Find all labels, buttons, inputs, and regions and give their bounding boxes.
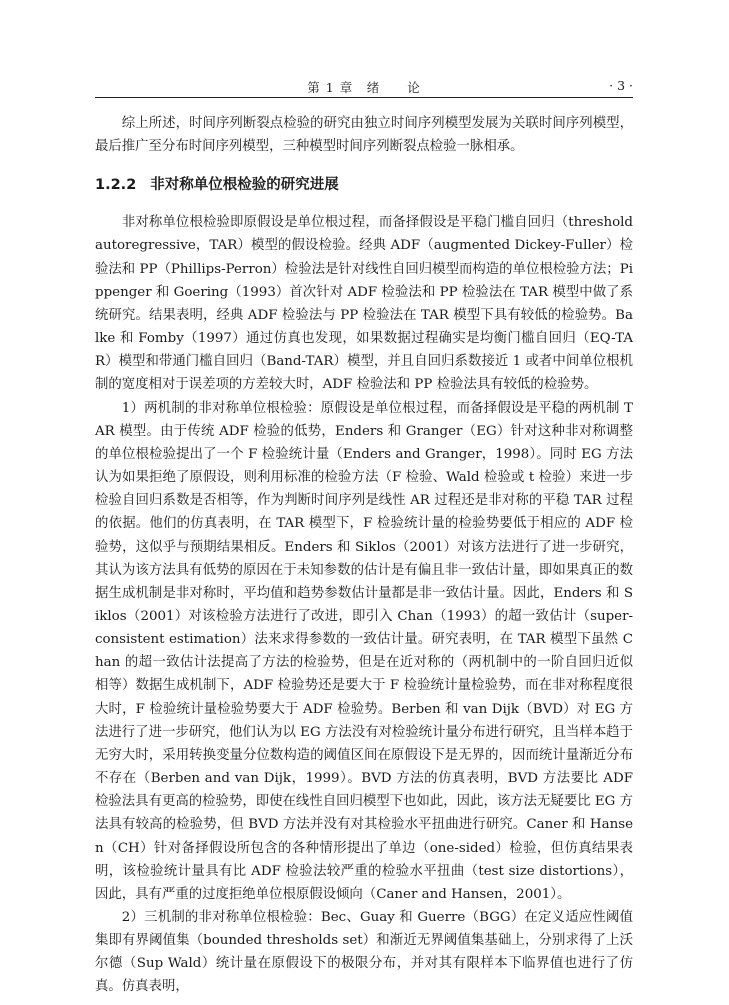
paragraph: 综上所述，时间序列断裂点检验的研究由独立时间序列模型发展为关联时间序列模型，最后推广至分布时间序列模型，三种模型时间序列断裂点检验一脉相承。 — [95, 116, 633, 155]
page-number: · 3 · — [609, 78, 633, 93]
body-text — [95, 112, 633, 999]
chapter-title: 第 1 章 绪 论 — [307, 80, 421, 95]
running-header — [95, 75, 633, 98]
paragraph: 1）两机制的非对称单位根检验：原假设是单位根过程，而备择假设是平稳的两机制 TAR 模型。由于传统 ADF 检验的低势，Enders 和 Granger（EG）针对这种非对称调整的单位根检验提出了一个 F 检验统计量（Enders and Granger，1998）。同时 EG 方法认为如果拒绝了原假设，则利用标准的检验方法（F 检验、Wald 检验或 t 检验）来进一步检验自回归系数是否相等，作为判断时间序列是线性 AR 过程还是非对称的平稳 TAR 过程的依据。他们的仿真表明，在 TAR 模型下，F 检验统计量的检验势要低于相应的 ADF 检验势，这似乎与预期结果相反。Enders 和 Siklos（2001）对该方法进行了进一步研究，其认为该方法具有低势的原因在于未知参数的估计是有偏且非一致估计量，即如果真正的数据生成机制是非对称时，平均值和趋势参数估计量都是非一致估计量。因此，Enders 和 Siklos（2001）对该检验方法进行了改进，即引入 Chan（1993）的超一致估计（super-consistent estimation）法来求得参数的一致估计量。研究表明，在 TAR 模型下虽然 Chan 的超一致估计法提高了方法的检验势，但是在近对称的（两机制中的一阶自回归近似相等）数据生成机制下，ADF 检验势还是要大于 F 检验统计量检验势，而在非对称程度很大时，F 检验统计量检验势要大于 ADF 检验势。Berben 和 van Dijk（BVD）对 EG 方法进行了进一步研究，他们认为以 EG 方法没有对检验统计量分布进行研究，且当样本趋于无穷大时，采用转换变量分位数构造的阈值区间在原假设下是无界的，因而统计量渐近分布不存在（Berben and van Dijk，1999）。BVD 方法的仿真表明，BVD 方法要比 ADF 检验法具有更高的检验势，即使在线性自回归模型下也如此，因此，该方法无疑要比 EG 方法具有较高的检验势，但 BVD 方法并没有对其检验水平扭曲进行研究。Caner 和 Hansen（CH）针对备择假设所包含的各种情形提出了单边（one-sided）检验，但仿真结果表明，该检验统计量具有比 ADF 检验法较严重的检验水平扭曲（test size distortions），因此，具有严重的过度拒绝单位根原假设倾向（Caner and Hansen，2001）。 — [95, 400, 633, 902]
section-number: 1.2.2 — [95, 177, 137, 194]
section-heading — [95, 175, 633, 195]
section-title: 非对称单位根检验的研究进展 — [150, 177, 339, 194]
paragraph: 非对称单位根检验即原假设是单位根过程，而备择假设是平稳门槛自回归（threshold autoregressive，TAR）模型的假设检验。经典 ADF（augmented Dickey-Fuller）检验法和 PP（Phillips-Perron）检验法是针对线性自回归模型而构造的单位根检验方法；Pippenger 和 Goering（1993）首次针对 ADF 检验法和 PP 检验法在 TAR 模型中做了系统研究。结果表明，经典 ADF 检验法与 PP 检验法在 TAR 模型下具有较低的检验势。Balke 和 Fomby（1997）通过仿真也发现，如果数据过程确实是均衡门槛自回归（EQ-TAR）模型和带通门槛自回归（Band-TAR）模型，并且自回归系数接近 1 或者中间单位根机制的宽度相对于误差项的方差较大时，ADF 检验法和 PP 检验法具有较低的检验势。 — [95, 215, 633, 393]
paragraph: 2）三机制的非对称单位根检验：Bec、Guay 和 Guerre（BGG）在定义适应性阈值集即有界阈值集（bounded thresholds set）和渐近无界阈值集基础上，分别求得了上沃尔德（Sup Wald）统计量在原假设下的极限分布，并对其有限样本下临界值也进行了仿真。仿真表明， — [95, 910, 633, 995]
